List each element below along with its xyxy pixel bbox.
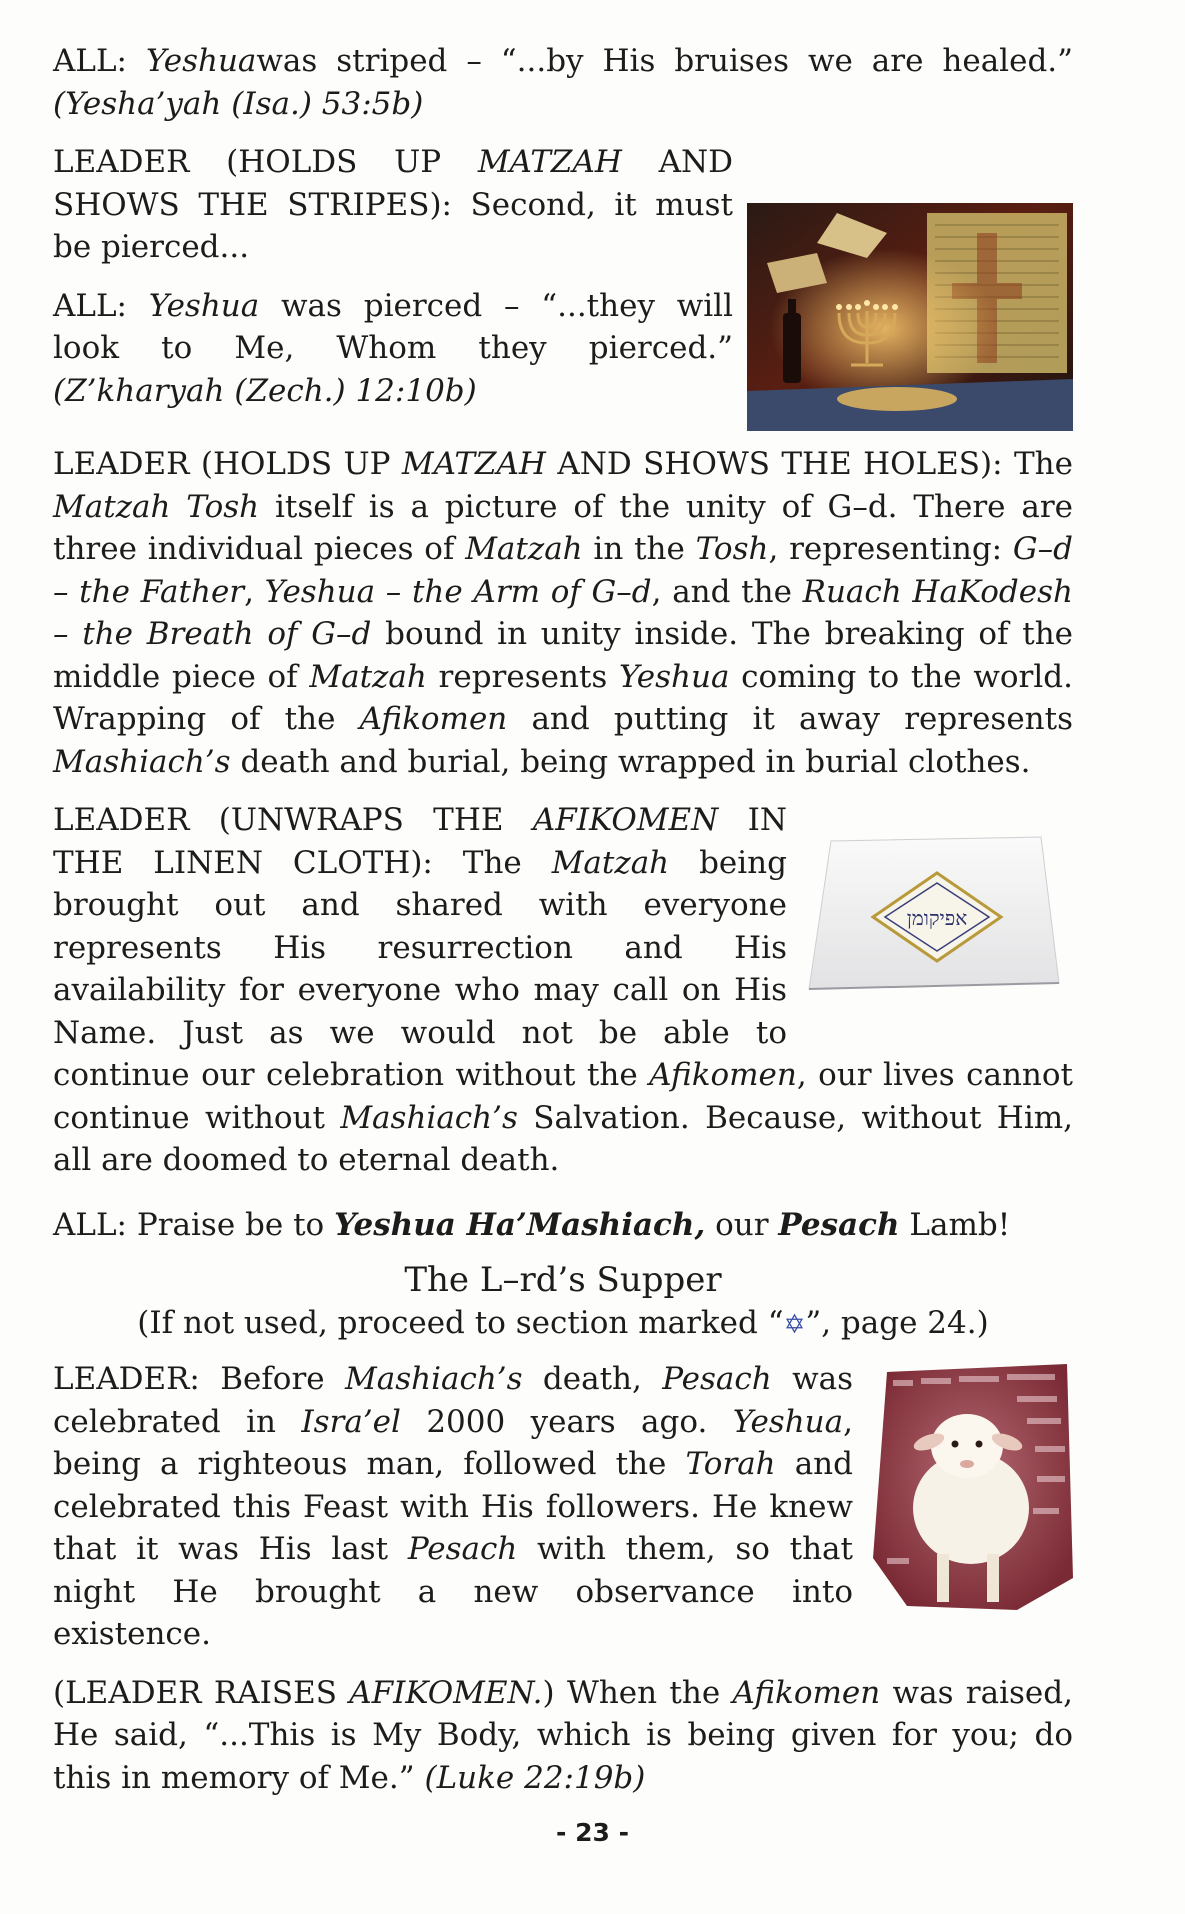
text-span: and celebrated this Feast with His followers. He knew that it was His last	[53, 1446, 853, 1567]
page-number: - 23 -	[556, 1818, 629, 1847]
text-span: ) When the	[542, 1674, 733, 1711]
text-span: coming to the world. Wrapping of the	[53, 658, 1073, 737]
text-span: AND SHOWS THE HOLES): The	[545, 446, 1073, 482]
name-yeshua: Yeshua	[145, 43, 257, 79]
text-span: , and the	[651, 573, 803, 610]
term-matzah: MATZAH	[477, 144, 622, 180]
speaker-label: ALL:	[53, 43, 146, 79]
term-israel: Isra’el	[301, 1403, 401, 1440]
term-pesach: Pesach	[662, 1361, 772, 1397]
leader-instruction-cont: AND SHOWS THE STRIPES): Second, it must be pierced...	[53, 144, 733, 265]
term-tosh: Tosh	[695, 531, 769, 567]
illustration-afikomen-cloth	[801, 813, 1073, 1009]
name-yeshua-hamashiach: Yeshua Ha’Mashiach,	[334, 1206, 706, 1243]
paragraph-all-striped	[53, 40, 1073, 125]
term-ruach: Ruach HaKodesh – the Breath of G–d	[53, 573, 1073, 652]
text-span: (LEADER RAISES	[53, 1674, 350, 1711]
name-yeshua: Yeshua	[619, 658, 730, 695]
text-span: was celebrated in	[53, 1361, 853, 1440]
leader-instruction: LEADER (HOLDS UP	[53, 144, 478, 180]
name-mashiach: Mashiach’s	[340, 1099, 518, 1136]
text-span: LEADER (UNWRAPS THE	[53, 802, 533, 838]
term-afikomen: Afikomen	[732, 1674, 881, 1711]
scripture-reference: (Yesha’yah (Isa.) 53:5b)	[53, 85, 424, 122]
term-matzah: Matzah	[465, 531, 583, 567]
verse-text: was striped – “...by His bruises we are healed.”	[256, 43, 1073, 79]
text-span: being brought out and shared with everyone represents His resurrection and His availability for everyone who may call on His Name. Just as we would not be able to continue our celebration without the	[53, 844, 787, 1093]
name-yeshua: Yeshua	[732, 1403, 844, 1440]
term-afikomen: AFIKOMEN	[532, 802, 719, 838]
text-span: death,	[522, 1361, 663, 1397]
cloth-hebrew-label: אפיקומן	[906, 906, 968, 930]
scripture-reference: (Luke 22:19b)	[424, 1759, 646, 1796]
term-matzah: Matzah	[309, 658, 427, 695]
page-content	[53, 40, 1073, 1815]
text-span: Lamb!	[899, 1206, 1011, 1243]
text-span: (If not used, proceed to section marked “	[137, 1305, 784, 1341]
verse-text: was pierced – “...they will look to Me, Whom they pierced.”	[53, 287, 734, 366]
text-span: bound in unity inside. The breaking of the middle piece of	[53, 616, 1074, 695]
name-yeshua: Yeshua	[264, 573, 376, 610]
name-yeshua: Yeshua	[148, 287, 260, 324]
text-span: LEADER: Before	[53, 1361, 345, 1397]
name-mashiach: Mashiach’s	[344, 1361, 523, 1397]
text-span: itself is a picture of the unity of G–d. There are three individual pieces of	[53, 488, 1073, 567]
text-span: was raised, He said, “...This is My Body, which is being given for you; do this in memory of Me.”	[53, 1674, 1073, 1796]
name-mashiach: Mashiach’s	[53, 743, 231, 780]
text-span: Salvation. Because, without Him, all are doomed to eternal death.	[53, 1099, 1073, 1178]
lamb-image	[867, 1358, 1079, 1614]
text-span: ,	[244, 573, 265, 610]
text-span: and putting it away represents	[507, 701, 1073, 737]
section-title: The L–rd’s Supper	[404, 1260, 722, 1300]
term-arm: – the Arm of G–d	[375, 573, 652, 610]
illustration-passover-table	[747, 203, 1073, 431]
speaker-label: ALL:	[53, 287, 149, 324]
text-span: ALL: Praise be to	[53, 1206, 335, 1243]
section-note	[53, 1302, 1073, 1346]
term-matzah: Matzah	[551, 844, 670, 881]
afikomen-cloth-image	[801, 813, 1073, 1009]
text-span: in the	[582, 531, 696, 567]
term-pesach: Pesach	[778, 1206, 900, 1243]
text-span: death and burial, being wrapped in burial clothes.	[230, 743, 1031, 780]
term-father: G–d – the Father	[53, 531, 1073, 610]
passover-scene-image	[747, 203, 1073, 431]
scripture-reference: (Z’kharyah (Zech.) 12:10b)	[53, 372, 477, 409]
term-afikomen: Afikomen	[649, 1057, 797, 1093]
text-span: , being a righteous man, followed the	[53, 1403, 853, 1482]
text-span: represents	[426, 658, 620, 695]
term-pesach: Pesach	[407, 1531, 518, 1567]
text-span: ”, page 24.)	[805, 1305, 989, 1341]
term-afikomen: AFIKOMEN.	[349, 1674, 543, 1711]
praise-line	[53, 1204, 1073, 1247]
text-span: our	[705, 1206, 779, 1243]
paragraph-leader-raises	[53, 1672, 1073, 1800]
term-afikomen: Afikomen	[359, 701, 508, 737]
text-span: LEADER (HOLDS UP	[53, 446, 402, 482]
term-torah: Torah	[685, 1446, 776, 1482]
term-matzah: MATZAH	[401, 446, 546, 482]
illustration-lamb	[867, 1358, 1079, 1614]
text-span: , our lives cannot continue without	[53, 1057, 1073, 1136]
text-span: 2000 years ago.	[400, 1403, 733, 1440]
star-of-david-icon: ✡	[783, 1310, 806, 1340]
text-span: with them, so that night He brought a new observance into existence.	[53, 1531, 853, 1652]
term-matzah-tosh: Matzah Tosh	[53, 488, 260, 525]
text-span: IN THE LINEN CLOTH): The	[53, 802, 787, 881]
paragraph-leader-holes	[53, 443, 1073, 783]
text-span: , representing:	[768, 531, 1013, 567]
